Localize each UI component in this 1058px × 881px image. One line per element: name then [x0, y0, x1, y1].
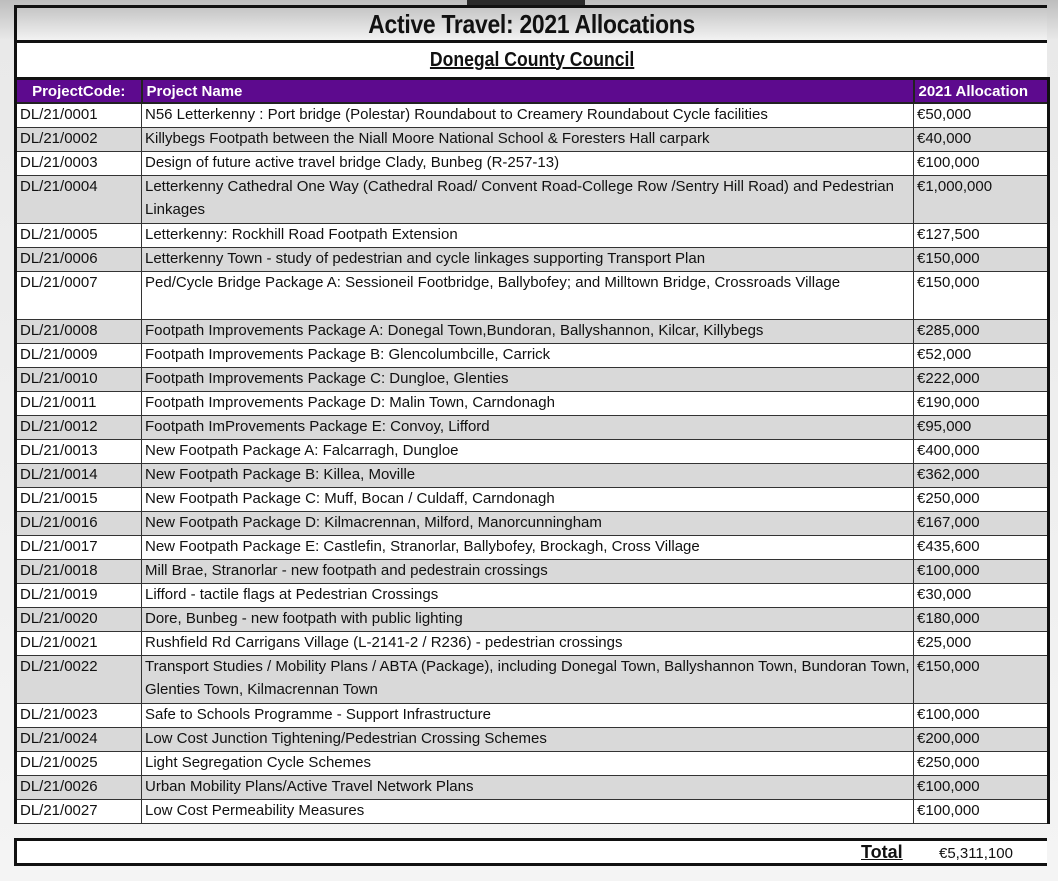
cell-name: New Footpath Package E: Castlefin, Stranorlar, Ballybofey, Brockagh, Cross Village: [142, 536, 914, 560]
cell-code: DL/21/0019: [16, 584, 142, 608]
cell-name: Safe to Schools Programme - Support Infrastructure: [142, 704, 914, 728]
cell-allocation: €95,000: [914, 416, 1049, 440]
cell-allocation: €250,000: [914, 752, 1049, 776]
column-header-allocation: 2021 Allocation: [914, 79, 1049, 104]
cell-name: Light Segregation Cycle Schemes: [142, 752, 914, 776]
table-row: [16, 800, 1049, 824]
column-header-name: Project Name: [142, 79, 914, 104]
table-row: [16, 464, 1049, 488]
table-row: [16, 176, 1049, 224]
cell-allocation: €50,000: [914, 103, 1049, 128]
cell-name: Footpath Improvements Package D: Malin Town, Carndonagh: [142, 392, 914, 416]
table-row: [16, 440, 1049, 464]
table-header: [16, 79, 1049, 104]
table-row: [16, 560, 1049, 584]
cell-name: New Footpath Package D: Kilmacrennan, Milford, Manorcunningham: [142, 512, 914, 536]
table-row: [16, 152, 1049, 176]
table-row: [16, 752, 1049, 776]
cell-code: DL/21/0027: [16, 800, 142, 824]
cell-name: Low Cost Permeability Measures: [142, 800, 914, 824]
cell-allocation: €150,000: [914, 248, 1049, 272]
table-row: [16, 320, 1049, 344]
total-row: [14, 838, 1047, 866]
subtitle-band: [14, 43, 1047, 77]
cell-code: DL/21/0023: [16, 704, 142, 728]
table-row: [16, 344, 1049, 368]
cell-allocation: €127,500: [914, 224, 1049, 248]
table-row: [16, 584, 1049, 608]
cell-allocation: €100,000: [914, 800, 1049, 824]
cell-code: DL/21/0004: [16, 176, 142, 224]
table-row: [16, 272, 1049, 320]
allocations-sheet: [14, 5, 1047, 868]
cell-name: N56 Letterkenny : Port bridge (Polestar) Roundabout to Creamery Roundabout Cycle facilities: [142, 103, 914, 128]
cell-allocation: €222,000: [914, 368, 1049, 392]
table-row: [16, 488, 1049, 512]
table-row: [16, 416, 1049, 440]
cell-name: Transport Studies / Mobility Plans / ABTA (Package), including Donegal Town, Ballyshannon Town, Bundoran Town, Glenties Town, Kilmacrennan Town: [142, 656, 914, 704]
cell-code: DL/21/0006: [16, 248, 142, 272]
cell-name: Urban Mobility Plans/Active Travel Network Plans: [142, 776, 914, 800]
cell-name: Mill Brae, Stranorlar - new footpath and pedestrain crossings: [142, 560, 914, 584]
cell-allocation: €200,000: [914, 728, 1049, 752]
table-row: [16, 608, 1049, 632]
cell-allocation: €362,000: [914, 464, 1049, 488]
cell-allocation: €150,000: [914, 656, 1049, 704]
cell-code: DL/21/0012: [16, 416, 142, 440]
cell-code: DL/21/0011: [16, 392, 142, 416]
cell-name: New Footpath Package C: Muff, Bocan / Culdaff, Carndonagh: [142, 488, 914, 512]
table-body: [16, 103, 1049, 824]
cell-name: Letterkenny: Rockhill Road Footpath Extension: [142, 224, 914, 248]
cell-code: DL/21/0015: [16, 488, 142, 512]
cell-allocation: €400,000: [914, 440, 1049, 464]
cell-allocation: €190,000: [914, 392, 1049, 416]
cell-allocation: €1,000,000: [914, 176, 1049, 224]
cell-allocation: €100,000: [914, 560, 1049, 584]
cell-code: DL/21/0024: [16, 728, 142, 752]
cell-allocation: €52,000: [914, 344, 1049, 368]
cell-allocation: €100,000: [914, 152, 1049, 176]
cell-name: Lifford - tactile flags at Pedestrian Crossings: [142, 584, 914, 608]
cell-code: DL/21/0013: [16, 440, 142, 464]
cell-allocation: €100,000: [914, 704, 1049, 728]
cell-code: DL/21/0025: [16, 752, 142, 776]
cell-name: Footpath Improvements Package B: Glencolumbcille, Carrick: [142, 344, 914, 368]
cell-name: Footpath Improvements Package C: Dungloe, Glenties: [142, 368, 914, 392]
council-name: Donegal County Council: [429, 48, 635, 71]
cell-allocation: €250,000: [914, 488, 1049, 512]
cell-code: DL/21/0017: [16, 536, 142, 560]
cell-allocation: €150,000: [914, 272, 1049, 320]
cell-name: Low Cost Junction Tightening/Pedestrian Crossing Schemes: [142, 728, 914, 752]
cell-code: DL/21/0018: [16, 560, 142, 584]
cell-name: Killybegs Footpath between the Niall Moore National School & Foresters Hall carpark: [142, 128, 914, 152]
table-row: [16, 704, 1049, 728]
cell-name: Letterkenny Cathedral One Way (Cathedral Road/ Convent Road-College Row /Sentry Hill Road) and Pedestrian Linkages: [142, 176, 914, 224]
cell-allocation: €167,000: [914, 512, 1049, 536]
cell-allocation: €40,000: [914, 128, 1049, 152]
cell-name: Footpath Improvements Package A: Donegal Town,Bundoran, Ballyshannon, Kilcar, Killybegs: [142, 320, 914, 344]
cell-code: DL/21/0002: [16, 128, 142, 152]
cell-code: DL/21/0007: [16, 272, 142, 320]
title-band: [14, 5, 1047, 43]
cell-code: DL/21/0008: [16, 320, 142, 344]
cell-code: DL/21/0001: [16, 103, 142, 128]
total-value: €5,311,100: [939, 845, 1013, 862]
cell-code: DL/21/0026: [16, 776, 142, 800]
cell-code: DL/21/0005: [16, 224, 142, 248]
cell-allocation: €180,000: [914, 608, 1049, 632]
cell-name: Ped/Cycle Bridge Package A: Sessioneil Footbridge, Ballybofey; and Milltown Bridge, Crossroads Village: [142, 272, 914, 320]
cell-code: DL/21/0021: [16, 632, 142, 656]
cell-code: DL/21/0009: [16, 344, 142, 368]
table-row: [16, 224, 1049, 248]
table-row: [16, 776, 1049, 800]
page-title: Active Travel: 2021 Allocations: [368, 8, 696, 39]
table-row: [16, 512, 1049, 536]
column-header-code: ProjectCode:: [16, 79, 142, 104]
cell-allocation: €25,000: [914, 632, 1049, 656]
total-label: Total: [861, 842, 903, 862]
cell-code: DL/21/0014: [16, 464, 142, 488]
table-row: [16, 536, 1049, 560]
cell-code: DL/21/0010: [16, 368, 142, 392]
table-row: [16, 728, 1049, 752]
cell-name: Design of future active travel bridge Clady, Bunbeg (R-257-13): [142, 152, 914, 176]
cell-name: New Footpath Package B: Killea, Moville: [142, 464, 914, 488]
table-row: [16, 128, 1049, 152]
table-row: [16, 248, 1049, 272]
table-row: [16, 632, 1049, 656]
cell-name: Footpath ImProvements Package E: Convoy, Lifford: [142, 416, 914, 440]
cell-name: Rushfield Rd Carrigans Village (L-2141-2 / R236) - pedestrian crossings: [142, 632, 914, 656]
cell-code: DL/21/0020: [16, 608, 142, 632]
table-row: [16, 392, 1049, 416]
cell-name: New Footpath Package A: Falcarragh, Dungloe: [142, 440, 914, 464]
cell-code: DL/21/0016: [16, 512, 142, 536]
cell-allocation: €30,000: [914, 584, 1049, 608]
cell-allocation: €285,000: [914, 320, 1049, 344]
cell-allocation: €435,600: [914, 536, 1049, 560]
allocations-table: [14, 77, 1050, 824]
cell-code: DL/21/0003: [16, 152, 142, 176]
table-row: [16, 656, 1049, 704]
cell-name: Dore, Bunbeg - new footpath with public lighting: [142, 608, 914, 632]
table-row: [16, 368, 1049, 392]
cell-code: DL/21/0022: [16, 656, 142, 704]
cell-allocation: €100,000: [914, 776, 1049, 800]
cell-name: Letterkenny Town - study of pedestrian and cycle linkages supporting Transport Plan: [142, 248, 914, 272]
table-row: [16, 103, 1049, 128]
